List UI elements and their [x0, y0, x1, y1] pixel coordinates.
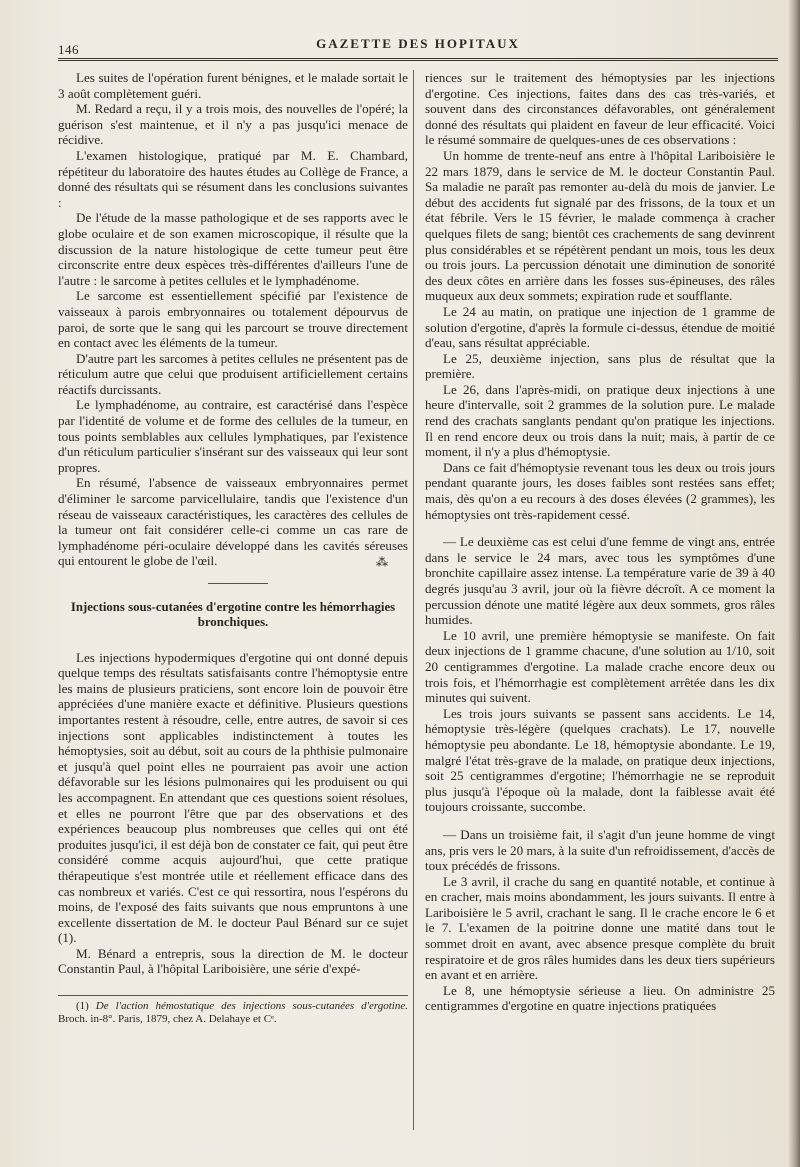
- paragraph: Le 3 avril, il crache du sang en quantité notable, et continue à en cracher, mais moins abondamment, les jours suivants. Il entre à Lariboisière le 5 avril, crachant le sang. Il le crache encore le 6 et le 7. L'examen de la poitrine donne une matité dans tout le sommet droit en avant, avec absence presque complète du bruit respiratoire et de gros râles humides dans les deux tiers supérieurs en avant et en arrière.: [425, 873, 775, 983]
- paragraph: Le lymphadénome, au contraire, est caractérisé dans l'espèce par l'identité de volume et de forme des cellules de la tumeur, en tous points semblables aux cellules lymphatiques, par l'existence d'un réticulum particulier s'insérant sur des vaisseaux qui leur sont propres.: [58, 397, 408, 475]
- case-paragraph: — Dans un troisième fait, il s'agit d'un jeune homme de vingt ans, pris vers le 20 mars, à la suite d'un refroidissement, d'accès de toux précédés de frissons.: [425, 826, 775, 874]
- section-rule: [208, 583, 268, 584]
- paragraph: Le 26, dans l'après-midi, on pratique deux injections à une heure d'intervalle, soit 2 grammes de la solution pure. Le malade rend des crachats sanglants pendant qu'on pratique les injections. Il en rend encore deux ou trois dans la nuit; mais, à partir de ce moment, il n'y a plus d'hémoptysie.: [425, 381, 775, 460]
- paragraph: L'examen histologique, pratiqué par M. E. Chambard, répétiteur du laboratoire des hautes études au Collège de France, a donné des résultats qui se résument dans les conclusions suivantes :: [58, 147, 408, 210]
- page-number: 146: [58, 42, 79, 57]
- right-column: [425, 70, 775, 1150]
- footnote-publication: Broch. in-8°. Paris, 1879, chez A. Delahaye et Cᵉ.: [58, 1013, 277, 1026]
- paragraph: M. Bénard a entrepris, sous la direction de M. le docteur Constantin Paul, à l'hôpital Lariboisière, une série d'expé-: [58, 945, 408, 977]
- left-column: [58, 70, 408, 1150]
- footnote-title: De l'action hémostatique des injections sous-cutanées d'ergotine.: [95, 1000, 408, 1013]
- paragraph: D'autre part les sarcomes à petites cellules ne présentent pas de réticulum autre que celui que produisent artificiellement certains réactifs durcissants.: [58, 350, 408, 397]
- column-divider: [413, 70, 414, 1130]
- paragraph: Un homme de trente-neuf ans entre à l'hôpital Lariboisière le 22 mars 1879, dans le service de M. le docteur Constantin Paul. Sa maladie ne paraît pas remonter au-delà du mois de janvier. Le début des accidents fut signalé par des frissons, de la toux et un état fébrile. Vers le 15 février, le malade commença à cracher quelques filets de sang; bientôt ces crachements de sang devinrent plus considérables et se répétèrent pendant un mois, tous les deux ou trois jours. La percussion dénotait une diminution de sonorité des deux côtes en arrière dans les fosses sus-épineuses, des râles muqueux aux deux sommets; expiration rude et soufflante.: [425, 147, 775, 304]
- paragraph: Les injections hypodermiques d'ergotine qui ont donné depuis quelque temps des résultats satisfaisants contre l'hémoptysie entre les mains de plusieurs praticiens, sont encore loin de pouvoir être appréciées d'une manière exacte et définitive. Plusieurs questions importantes restent à résoudre, celle, entre autres, de savoir si ces injections sont applicables indistinctement à toutes les hémoptysies, soit au début, soit au cours de la phthisie pulmonaire et jusqu'à quel point elles ne pourraient pas avoir une action défavorable sur les lésions pulmonaires qui les produisent ou qui les accompagnent. En attendant que ces questions soient résolues, et elles ne pourront l'être que par des observations et des expériences beaucoup plus nombreuses que celles qui ont été produites jusqu'ici, il est déjà bon de constater ce fait, qui peut être considéré comme acquis aujourd'hui, que cette pratique thérapeutique s'est montrée utile et réellement efficace dans des cas nombreux et variés. C'est ce qui ressortira, nous l'espérons du moins, de l'exposé des faits suivants que nous empruntons à une excellente dissertation de M. le docteur Paul Bénard sur ce sujet (1).: [58, 649, 408, 946]
- paragraph: Le 24 au matin, on pratique une injection de 1 gramme de solution d'ergotine, d'après la formule ci-dessus, étendue de moitié d'eau, sans résultat appréciable.: [425, 303, 775, 351]
- footnote-marker: (1): [76, 1000, 96, 1013]
- header-rule: [58, 58, 778, 61]
- article-title: Injections sous-cutanées d'ergotine contre les hémorrhagies bronchiques.: [70, 599, 396, 629]
- footnote-rule: [58, 995, 408, 996]
- paragraph: Dans ce fait d'hémoptysie revenant tous les deux ou trois jours pendant quarante jours, les doses faibles sont restées sans effet; mais, dès qu'on a eu recours à des doses élevées (2 grammes), les hémoptysies ont très-rapidement cessé.: [425, 459, 775, 522]
- paragraph: Le 8, une hémoptysie sérieuse a lieu. On administre 25 centigrammes d'ergotine en quatre injections pratiquées: [425, 982, 775, 1014]
- footnote: [58, 1000, 408, 1026]
- case-paragraph: — Le deuxième cas est celui d'une femme de vingt ans, entrée dans le service le 24 mars, avec tous les symptômes d'une bronchite capillaire assez intense. La température varie de 39 à 40 degrés jusqu'au 3 avril, jour où la fièvre décroît. A ce moment la percussion dénote une matité légère aux deux sommets, gros râles humides.: [425, 534, 775, 628]
- page-edge-shadow: [788, 0, 800, 1167]
- paragraph: De l'étude de la masse pathologique et de ses rapports avec le globe oculaire et de son examen microscopique, il résulte que la discussion de la nature histologique de cette tumeur peut être circonscrite entre deux espèces très-différentes d'ailleurs l'une de l'autre : le sarcome à petites cellules et le lymphadénome.: [58, 210, 408, 288]
- paragraph: Les suites de l'opération furent bénignes, et le malade sortait le 3 août complètement guéri.: [58, 70, 408, 101]
- paragraph: Le 10 avril, une première hémoptysie se manifeste. On fait deux injections de 1 gramme chacune, d'une solution au 1/10, soit 20 centigrammes d'ergotine. La malade crache encore deux ou trois fois, et l'hémorrhagie est complètement arrêtée dans les dix minutes qui suivent.: [425, 627, 775, 706]
- paragraph: En résumé, l'absence de vaisseaux embryonnaires permet d'éliminer le sarcome parvicellulaire, tandis que l'existence d'un réseau de vaisseaux caractéristiques, les caractères des cellules de la tumeur ont fait considérer celle-ci comme un cas rare de lymphadénome péri-oculaire développé dans les cavités séreuses qui entourent le globe de l'œil.: [58, 475, 408, 569]
- paragraph: M. Redard a reçu, il y a trois mois, des nouvelles de l'opéré; la guérison s'est maintenue, et il n'y a pas jusqu'ici menace de récidive.: [58, 101, 408, 148]
- paragraph: riences sur le traitement des hémoptysies par les injections d'ergotine. Ces injections, faites dans des cas très-variés, et souvent dans des circonstances défavorables, ont généralement donné des résultats qui plaident en faveur de leur efficacité. Voici le résumé sommaire de quelques-unes de ces observations :: [425, 70, 775, 148]
- section-ornament: ⁂: [376, 555, 388, 569]
- paragraph: Le 25, deuxième injection, sans plus de résultat que la première.: [425, 350, 775, 382]
- paragraph: Les trois jours suivants se passent sans accidents. Le 14, hémoptysie très-légère (quelques crachats). Le 17, nouvelle hémoptysie peu abondante. Le 18, hémoptysie abondante. Le 19, malgré l'état très-grave de la malade, on pratique deux injections, soit 25 centigrammes d'ergotine; l'hémorrhagie ne se reproduit plus jusqu'à l'époque où la malade, dont la faiblesse avait été toujours croissante, succombe.: [425, 705, 775, 815]
- journal-title: GAZETTE DES HOPITAUX: [316, 36, 520, 51]
- paragraph: Le sarcome est essentiellement spécifié par l'existence de vaisseaux à parois embryonnaires ou totalement dépourvus de paroi, de sorte que le sang qui les parcourt se trouve directement en contact avec les éléments de la tumeur.: [58, 288, 408, 351]
